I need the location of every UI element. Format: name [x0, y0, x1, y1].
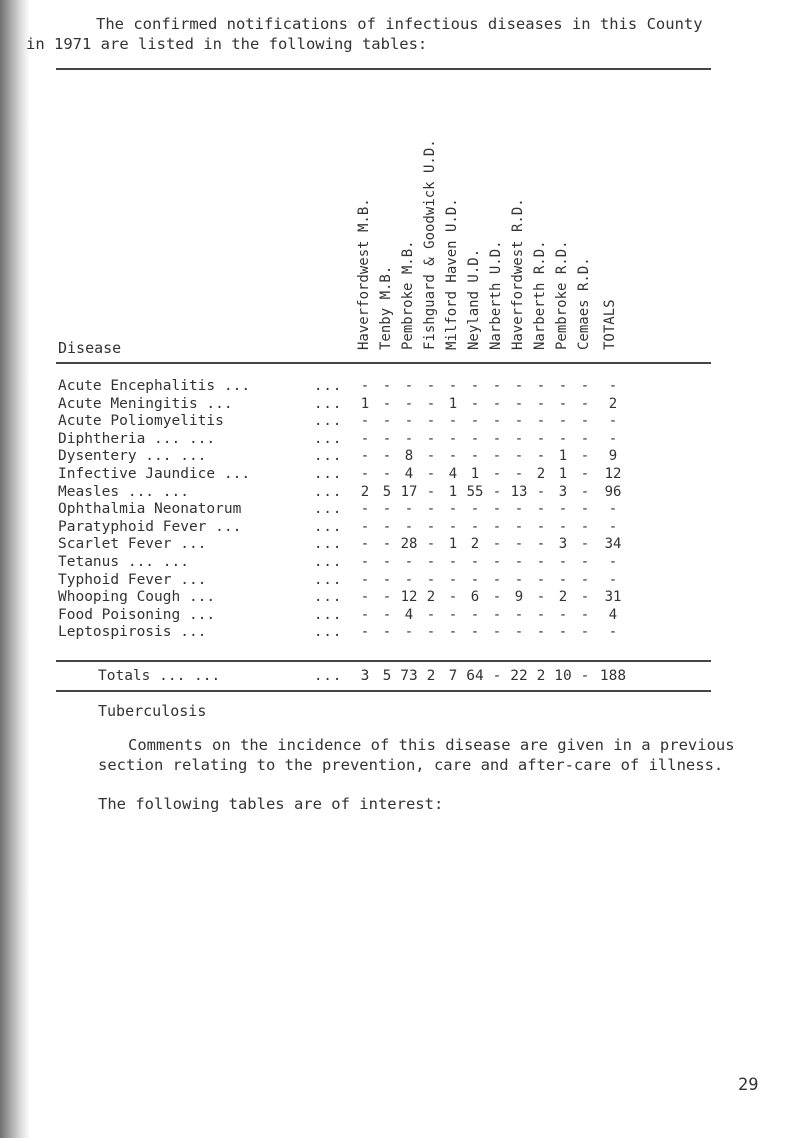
- table-cell: -: [426, 483, 436, 500]
- table-cell: -: [536, 501, 546, 518]
- table-cell: -: [448, 430, 458, 447]
- totals-cell: 3: [360, 668, 370, 684]
- table-cell: -: [608, 378, 618, 394]
- row-dots: ...: [314, 413, 343, 430]
- table-cell: -: [536, 624, 546, 641]
- table-cell: -: [580, 395, 590, 412]
- column-header-tenby-mb: [376, 84, 398, 354]
- table-cell: -: [426, 378, 436, 394]
- table-cell: -: [580, 589, 590, 606]
- totals-row: [58, 668, 718, 685]
- table-cell: -: [492, 413, 502, 430]
- table-cell: -: [360, 589, 370, 606]
- table-cell: -: [492, 483, 502, 500]
- table-cell: -: [360, 536, 370, 553]
- table-cell: -: [536, 378, 546, 394]
- column-header-haverfordwest-rd: [508, 84, 530, 354]
- table-cell: -: [382, 378, 392, 394]
- table-cell: 12: [604, 466, 622, 482]
- intro-line-2: in 1971 are listed in the following tables:: [26, 35, 428, 53]
- table-cell: -: [360, 430, 370, 447]
- table-cell: -: [492, 606, 502, 623]
- table-cell: -: [426, 606, 436, 623]
- row-label: Leptospirosis ...: [58, 624, 207, 641]
- row-dots: ...: [314, 554, 343, 570]
- column-header-label: TOTALS: [602, 299, 618, 350]
- intro-paragraph: [26, 14, 786, 54]
- table-cell: -: [558, 554, 568, 570]
- table-cell: -: [580, 413, 590, 430]
- table-cell: -: [608, 430, 618, 447]
- table-row: [58, 501, 718, 518]
- totals-cell: 2: [536, 668, 546, 684]
- table-cell: -: [426, 554, 436, 570]
- table-cell: -: [448, 624, 458, 641]
- table-cell: -: [382, 466, 392, 482]
- table-cell: -: [514, 624, 524, 641]
- table-cell: -: [404, 624, 414, 641]
- row-label: Scarlet Fever ...: [58, 536, 207, 553]
- table-cell: -: [558, 501, 568, 518]
- table-cell: 1: [360, 395, 370, 412]
- row-label: Diphtheria ... ...: [58, 430, 216, 447]
- table-cell: -: [536, 483, 546, 500]
- totals-cell: 73: [400, 668, 418, 684]
- table-cell: -: [404, 554, 414, 570]
- table-cell: 8: [404, 448, 414, 465]
- row-dots: ...: [314, 518, 343, 535]
- table-cell: -: [382, 536, 392, 553]
- table-cell: -: [536, 448, 546, 465]
- column-header-label: Pembroke R.D.: [554, 240, 570, 350]
- table-cell: -: [608, 518, 618, 535]
- table-cell: -: [492, 466, 502, 482]
- table-cell: -: [448, 378, 458, 394]
- table-cell: 4: [448, 466, 458, 482]
- row-label: Acute Encephalitis ...: [58, 378, 251, 394]
- table-cell: -: [492, 395, 502, 412]
- row-dots: ...: [314, 571, 343, 588]
- column-header-label: Narberth U.D.: [488, 240, 504, 350]
- table-cell: -: [426, 413, 436, 430]
- table-cell: 1: [448, 536, 458, 553]
- table-cell: -: [492, 624, 502, 641]
- table-cell: -: [536, 518, 546, 535]
- table-cell: -: [536, 430, 546, 447]
- table-cell: 4: [404, 606, 414, 623]
- table-cell: -: [514, 395, 524, 412]
- table-cell: -: [382, 518, 392, 535]
- table-cell: -: [608, 624, 618, 641]
- table-cell: -: [580, 378, 590, 394]
- table-cell: -: [536, 395, 546, 412]
- table-cell: -: [580, 624, 590, 641]
- table-cell: 6: [470, 589, 480, 606]
- header-bottom-rule: [56, 362, 711, 364]
- table-cell: -: [492, 448, 502, 465]
- table-cell: -: [580, 430, 590, 447]
- table-cell: -: [448, 518, 458, 535]
- table-cell: -: [360, 378, 370, 394]
- table-row: [58, 448, 718, 465]
- table-cell: -: [608, 413, 618, 430]
- tuberculosis-heading: Tuberculosis: [98, 702, 207, 720]
- table-cell: -: [536, 589, 546, 606]
- column-header-pembroke-rd: [552, 84, 574, 354]
- column-header-label: Narberth R.D.: [532, 240, 548, 350]
- table-cell: -: [580, 466, 590, 482]
- table-cell: 3: [558, 483, 568, 500]
- table-cell: -: [448, 571, 458, 588]
- totals-label: Totals ... ...: [98, 668, 221, 684]
- table-cell: -: [404, 430, 414, 447]
- table-cell: 2: [426, 589, 436, 606]
- table-cell: 31: [604, 589, 622, 606]
- table-cell: -: [382, 554, 392, 570]
- table-cell: -: [492, 536, 502, 553]
- table-cell: -: [558, 518, 568, 535]
- table-cell: 17: [400, 483, 418, 500]
- totals-bottom-rule: [56, 690, 711, 692]
- table-cell: -: [470, 448, 480, 465]
- table-cell: -: [492, 518, 502, 535]
- table-cell: -: [470, 624, 480, 641]
- scan-edge-shadow: [0, 0, 30, 1138]
- table-cell: -: [470, 554, 480, 570]
- table-cell: -: [492, 589, 502, 606]
- table-cell: -: [382, 430, 392, 447]
- table-cell: -: [580, 571, 590, 588]
- table-cell: -: [558, 378, 568, 394]
- table-cell: -: [514, 501, 524, 518]
- table-cell: -: [492, 571, 502, 588]
- column-header-narberth-ud: [486, 84, 508, 354]
- table-cell: -: [514, 466, 524, 482]
- intro-line-1: The confirmed notifications of infectious diseases in this County: [96, 15, 703, 33]
- table-cell: -: [558, 571, 568, 588]
- table-cell: -: [580, 501, 590, 518]
- row-dots: ...: [314, 606, 343, 623]
- tuberculosis-line-2: section relating to the prevention, care and after-care of illness.: [98, 756, 724, 774]
- table-cell: -: [492, 501, 502, 518]
- table-row: [58, 536, 718, 553]
- row-label: Tetanus ... ...: [58, 554, 189, 570]
- table-row: [58, 378, 718, 395]
- column-header-label: Cemaes R.D.: [576, 257, 592, 350]
- table-cell: -: [470, 518, 480, 535]
- table-cell: -: [382, 501, 392, 518]
- row-dots: ...: [314, 589, 343, 606]
- table-cell: -: [470, 606, 480, 623]
- table-cell: -: [382, 624, 392, 641]
- column-header-narberth-rd: [530, 84, 552, 354]
- table-cell: -: [470, 378, 480, 394]
- table-cell: -: [426, 430, 436, 447]
- table-cell: -: [404, 571, 414, 588]
- row-dots: ...: [314, 466, 343, 482]
- table-cell: -: [448, 589, 458, 606]
- table-cell: 55: [466, 483, 484, 500]
- table-cell: -: [404, 413, 414, 430]
- row-label: Dysentery ... ...: [58, 448, 207, 465]
- column-header-label: Tenby M.B.: [378, 265, 394, 350]
- table-cell: -: [382, 448, 392, 465]
- table-cell: -: [448, 413, 458, 430]
- table-cell: -: [360, 554, 370, 570]
- totals-cell: 5: [382, 668, 392, 684]
- totals-dots: ...: [314, 668, 343, 684]
- table-cell: -: [360, 624, 370, 641]
- table-cell: 28: [400, 536, 418, 553]
- table-row: [58, 554, 718, 571]
- totals-cell: 10: [554, 668, 572, 684]
- table-cell: -: [360, 571, 370, 588]
- row-label: Food Poisoning ...: [58, 606, 216, 623]
- table-cell: -: [382, 413, 392, 430]
- table-cell: -: [360, 606, 370, 623]
- table-cell: 4: [404, 466, 414, 482]
- table-cell: -: [514, 378, 524, 394]
- table-row: [58, 607, 718, 624]
- table-cell: 4: [608, 606, 618, 623]
- column-header-label: Neyland U.D.: [466, 248, 482, 350]
- table-cell: -: [404, 518, 414, 535]
- table-row: [58, 589, 718, 606]
- table-row: [58, 413, 718, 430]
- table-cell: -: [580, 554, 590, 570]
- table-cell: -: [426, 448, 436, 465]
- table-cell: -: [608, 554, 618, 570]
- column-header-fishguard-goodwick-ud: [420, 84, 442, 354]
- table-cell: -: [536, 554, 546, 570]
- table-cell: -: [558, 413, 568, 430]
- table-row: [58, 396, 718, 413]
- row-label: Paratyphoid Fever ...: [58, 518, 242, 535]
- table-cell: -: [382, 571, 392, 588]
- column-header-pembroke-mb: [398, 84, 420, 354]
- table-cell: -: [470, 395, 480, 412]
- table-cell: -: [360, 466, 370, 482]
- table-cell: -: [514, 536, 524, 553]
- column-header-label: Haverfordwest R.D.: [510, 198, 526, 350]
- table-cell: -: [404, 395, 414, 412]
- table-cell: -: [470, 430, 480, 447]
- column-header-neyland-ud: [464, 84, 486, 354]
- table-cell: -: [470, 501, 480, 518]
- table-cell: -: [426, 624, 436, 641]
- table-row: [58, 572, 718, 589]
- table-cell: 5: [382, 483, 392, 500]
- totals-cell: 2: [426, 668, 436, 684]
- page-number: 29: [738, 1075, 759, 1095]
- table-cell: -: [382, 606, 392, 623]
- totals-cell: 22: [510, 668, 528, 684]
- table-cell: -: [558, 606, 568, 623]
- table-cell: -: [514, 571, 524, 588]
- table-cell: -: [536, 606, 546, 623]
- column-header-cemaes-rd: [574, 84, 596, 354]
- table-cell: -: [426, 518, 436, 535]
- table-cell: -: [536, 571, 546, 588]
- row-label: Infective Jaundice ...: [58, 466, 251, 482]
- table-top-rule: [56, 68, 711, 70]
- row-dots: ...: [314, 448, 343, 465]
- column-header-label: Fishguard & Goodwick U.D.: [422, 139, 438, 350]
- table-cell: 1: [448, 395, 458, 412]
- table-cell: -: [426, 536, 436, 553]
- tuberculosis-paragraph: [98, 735, 778, 775]
- table-cell: 9: [514, 589, 524, 606]
- table-cell: 2: [558, 589, 568, 606]
- row-dots: ...: [314, 430, 343, 447]
- totals-cell: 64: [466, 668, 484, 684]
- table-cell: 1: [470, 466, 480, 482]
- table-cell: -: [360, 501, 370, 518]
- table-row: [58, 431, 718, 448]
- totals-cell: -: [492, 668, 502, 684]
- table-cell: -: [492, 430, 502, 447]
- column-header-label: Haverfordwest M.B.: [356, 198, 372, 350]
- totals-cell: 188: [599, 668, 627, 684]
- table-cell: -: [580, 606, 590, 623]
- table-cell: -: [448, 606, 458, 623]
- table-cell: -: [536, 536, 546, 553]
- row-dots: ...: [314, 536, 343, 553]
- table-cell: -: [536, 413, 546, 430]
- column-header-totals: [600, 84, 622, 354]
- row-label: Acute Poliomyelitis: [58, 413, 224, 430]
- row-dots: ...: [314, 501, 343, 518]
- table-cell: -: [360, 518, 370, 535]
- table-cell: -: [382, 589, 392, 606]
- table-cell: -: [514, 430, 524, 447]
- table-cell: -: [580, 536, 590, 553]
- totals-top-rule: [56, 660, 711, 662]
- column-header-label: Pembroke M.B.: [400, 240, 416, 350]
- table-cell: 2: [536, 466, 546, 482]
- table-cell: -: [404, 378, 414, 394]
- table-cell: 12: [400, 589, 418, 606]
- table-cell: -: [492, 554, 502, 570]
- table-cell: -: [492, 378, 502, 394]
- table-cell: -: [580, 483, 590, 500]
- table-row: [58, 484, 718, 501]
- table-cell: 1: [558, 448, 568, 465]
- table-cell: -: [514, 448, 524, 465]
- totals-cell: -: [580, 668, 590, 684]
- row-label: Whooping Cough ...: [58, 589, 216, 606]
- table-cell: 13: [510, 483, 528, 500]
- table-cell: -: [608, 501, 618, 518]
- table-cell: -: [360, 448, 370, 465]
- table-cell: 2: [608, 395, 618, 412]
- table-cell: -: [426, 395, 436, 412]
- table-cell: -: [404, 501, 414, 518]
- row-label: Typhoid Fever ...: [58, 571, 207, 588]
- table-cell: -: [470, 571, 480, 588]
- tuberculosis-line-1: Comments on the incidence of this disease are given in a previous: [128, 736, 735, 754]
- table-row: [58, 519, 718, 536]
- table-cell: -: [426, 571, 436, 588]
- disease-column-heading: Disease: [58, 339, 122, 357]
- table-cell: 96: [604, 483, 622, 500]
- table-cell: -: [448, 501, 458, 518]
- column-header-milford-haven-ud: [442, 84, 464, 354]
- table-cell: -: [558, 430, 568, 447]
- table-cell: 2: [360, 483, 370, 500]
- table-cell: -: [558, 395, 568, 412]
- table-cell: -: [558, 624, 568, 641]
- table-cell: 1: [558, 466, 568, 482]
- table-cell: 9: [608, 448, 618, 465]
- table-cell: -: [382, 395, 392, 412]
- table-cell: -: [608, 571, 618, 588]
- table-row: [58, 466, 718, 483]
- table-cell: -: [580, 518, 590, 535]
- totals-cell: 7: [448, 668, 458, 684]
- row-label: Acute Meningitis ...: [58, 395, 233, 412]
- row-dots: ...: [314, 395, 343, 412]
- row-dots: ...: [314, 483, 343, 500]
- column-header-label: Milford Haven U.D.: [444, 198, 460, 350]
- table-cell: -: [426, 466, 436, 482]
- table-cell: -: [514, 413, 524, 430]
- following-tables-paragraph: The following tables are of interest:: [98, 795, 444, 813]
- column-header-haverfordwest-mb: [354, 84, 376, 354]
- row-label: Ophthalmia Neonatorum: [58, 501, 242, 518]
- table-cell: 2: [470, 536, 480, 553]
- row-dots: ...: [314, 378, 343, 394]
- table-cell: -: [580, 448, 590, 465]
- table-cell: -: [514, 518, 524, 535]
- table-cell: -: [448, 448, 458, 465]
- table-cell: 1: [448, 483, 458, 500]
- table-cell: -: [514, 554, 524, 570]
- table-cell: -: [514, 606, 524, 623]
- table-cell: 3: [558, 536, 568, 553]
- table-cell: -: [470, 413, 480, 430]
- table-cell: 34: [604, 536, 622, 553]
- table-cell: -: [448, 554, 458, 570]
- table-cell: -: [360, 413, 370, 430]
- row-label: Measles ... ...: [58, 483, 189, 500]
- table-cell: -: [426, 501, 436, 518]
- row-dots: ...: [314, 624, 343, 641]
- table-row: [58, 624, 718, 641]
